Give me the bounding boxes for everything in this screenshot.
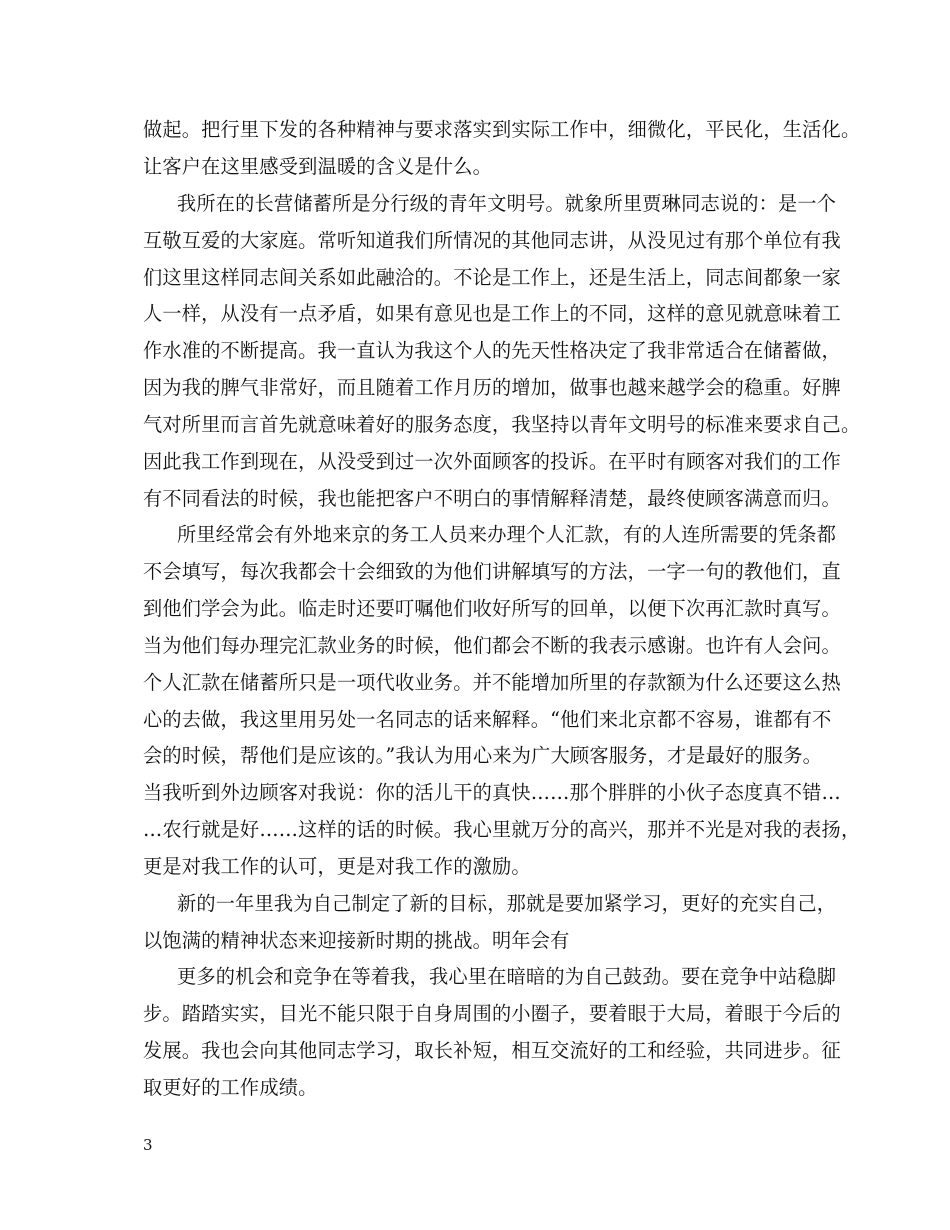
text-line: 作水准的不断提高。我一直认为我这个人的先天性格决定了我非常适合在储蓄做，	[143, 339, 841, 362]
text-line: 取更好的工作成绩。	[143, 1076, 318, 1099]
text-line: 会的时候，帮他们是应该的。”我认为用心来为广大顾客服务，才是最好的服务。	[143, 744, 822, 767]
text-line: 以饱满的精神状态来迎接新时期的挑战。明年会有	[143, 929, 570, 952]
text-line: 因此我工作到现在，从没受到过一次外面顾客的投诉。在平时有顾客对我们的工作	[143, 450, 841, 473]
text-line: …农行就是好……这样的话的时候。我心里就万分的高兴，那并不光是对我的表扬，	[143, 818, 861, 841]
text-line: 因为我的脾气非常好，而且随着工作月历的增加，做事也越来越学会的稳重。好脾	[143, 376, 841, 399]
page-number: 3	[143, 1136, 153, 1154]
text-line: 当为他们每办理完汇款业务的时候，他们都会不断的我表示感谢。也许有人会问。	[143, 634, 841, 657]
text-line: 发展。我也会向其他同志学习，取长补短，相互交流好的工和经验，共同进步。征	[143, 1039, 841, 1062]
text-line: 更是对我工作的认可，更是对我工作的激励。	[143, 855, 531, 878]
text-line: 心的去做，我这里用另处一名同志的话来解释。“他们来北京都不容易，谁都有不	[143, 708, 832, 731]
text-line: 气对所里而言首先就意味着好的服务态度，我坚持以青年文明号的标准来要求自己。	[143, 413, 861, 436]
text-line: 有不同看法的时候，我也能把客户不明白的事情解释清楚，最终使顾客满意而归。	[143, 487, 841, 510]
text-line: 让客户在这里感受到温暖的含义是什么。	[143, 155, 492, 178]
paragraph-start-line: 新的一年里我为自己制定了新的目标，那就是要加紧学习，更好的充实自己，	[177, 892, 837, 915]
text-line: 到他们学会为此。临走时还要叮嘱他们收好所写的回单，以便下次再汇款时真写。	[143, 597, 841, 620]
text-line: 不会填写，每次我都会十会细致的为他们讲解填写的方法，一字一句的教他们，直	[143, 560, 841, 583]
text-line: 们这里这样同志间关系如此融洽的。不论是工作上，还是生活上，同志间都象一家	[143, 266, 841, 289]
paragraph-start-line: 我所在的长营储蓄所是分行级的青年文明号。就象所里贾琳同志说的：是一个	[177, 192, 837, 215]
text-line: 个人汇款在储蓄所只是一项代收业务。并不能增加所里的存款额为什么还要这么热	[143, 671, 841, 694]
paragraph-start-line: 更多的机会和竞争在等着我，我心里在暗暗的为自己鼓劲。要在竞争中站稳脚	[177, 965, 837, 988]
text-line: 当我听到外边顾客对我说：你的活儿干的真快……那个胖胖的小伙子态度真不错…	[143, 781, 841, 804]
text-line: 做起。把行里下发的各种精神与要求落实到实际工作中，细微化，平民化，生活化。	[143, 118, 861, 141]
text-line: 步。踏踏实实，目光不能只限于自身周围的小圈子，要着眼于大局，着眼于今后的	[143, 1002, 841, 1025]
text-line: 互敬互爱的大家庭。常听知道我们所情况的其他同志讲，从没见过有那个单位有我	[143, 229, 841, 252]
text-line: 人一样，从没有一点矛盾，如果有意见也是工作上的不同，这样的意见就意味着工	[143, 302, 841, 325]
paragraph-start-line: 所里经常会有外地来京的务工人员来办理个人汇款，有的人连所需要的凭条都	[177, 523, 837, 546]
